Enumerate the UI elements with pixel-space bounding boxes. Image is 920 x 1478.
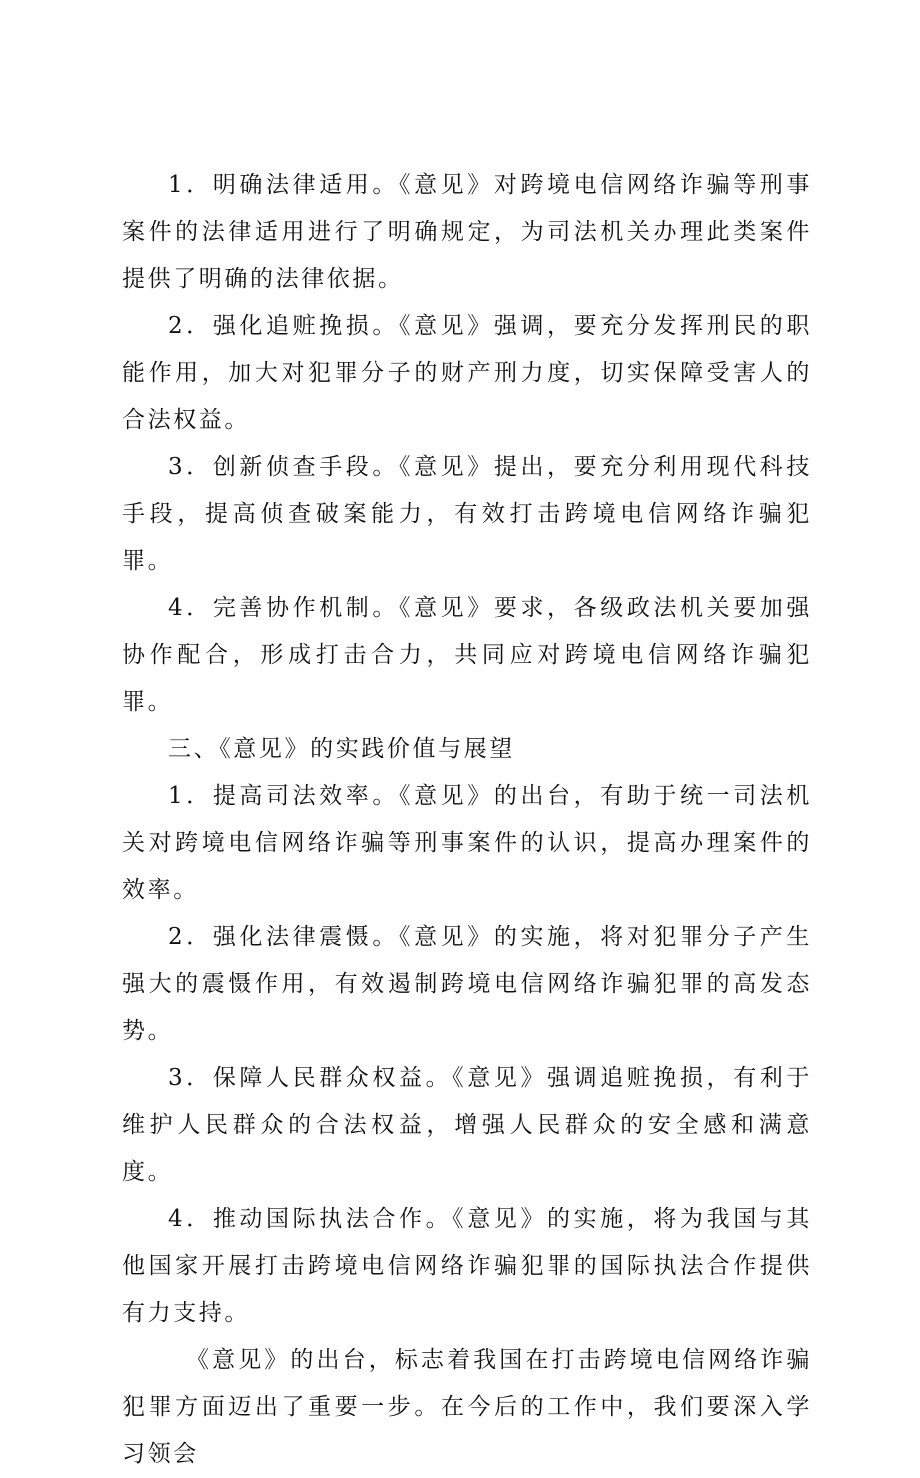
section-heading-practical-value: 三、《意见》的实践价值与展望 [168,736,515,762]
paragraph-protect-rights: 3．保障人民群众权益。《意见》强调追赃挽损，有利于维护人民群众的合法权益，增强人民群众的安全感和满意度。 [122,1065,812,1185]
paragraph-conclusion: 《意见》的出台，标志着我国在打击跨境电信网络诈骗犯罪方面迈出了重要一步。在今后的工作中，我们要深入学习领会 [122,1347,812,1467]
paragraph-judicial-efficiency: 1．提高司法效率。《意见》的出台，有助于统一司法机关对跨境电信网络诈骗等刑事案件的认识，提高办理案件的效率。 [122,783,812,903]
paragraph-cooperation-mechanism: 4．完善协作机制。《意见》要求，各级政法机关要加强协作配合，形成打击合力，共同应对跨境电信网络诈骗犯罪。 [122,595,812,715]
paragraph-clarify-law: 1．明确法律适用。《意见》对跨境电信网络诈骗等刑事案件的法律适用进行了明确规定，为司法机关办理此类案件提供了明确的法律依据。 [122,172,812,292]
paragraph-recover-losses: 2．强化追赃挽损。《意见》强调，要充分发挥刑民的职能作用，加大对犯罪分子的财产刑力度，切实保障受害人的合法权益。 [122,313,812,433]
paragraph-investigation-methods: 3．创新侦查手段。《意见》提出，要充分利用现代科技手段，提高侦查破案能力，有效打击跨境电信网络诈骗犯罪。 [122,454,812,574]
document-body [122,162,812,1478]
paragraph-international-cooperation: 4．推动国际执法合作。《意见》的实施，将为我国与其他国家开展打击跨境电信网络诈骗犯罪的国际执法合作提供有力支持。 [122,1206,812,1326]
paragraph-legal-deterrence: 2．强化法律震慑。《意见》的实施，将对犯罪分子产生强大的震慑作用，有效遏制跨境电信网络诈骗犯罪的高发态势。 [122,924,812,1044]
